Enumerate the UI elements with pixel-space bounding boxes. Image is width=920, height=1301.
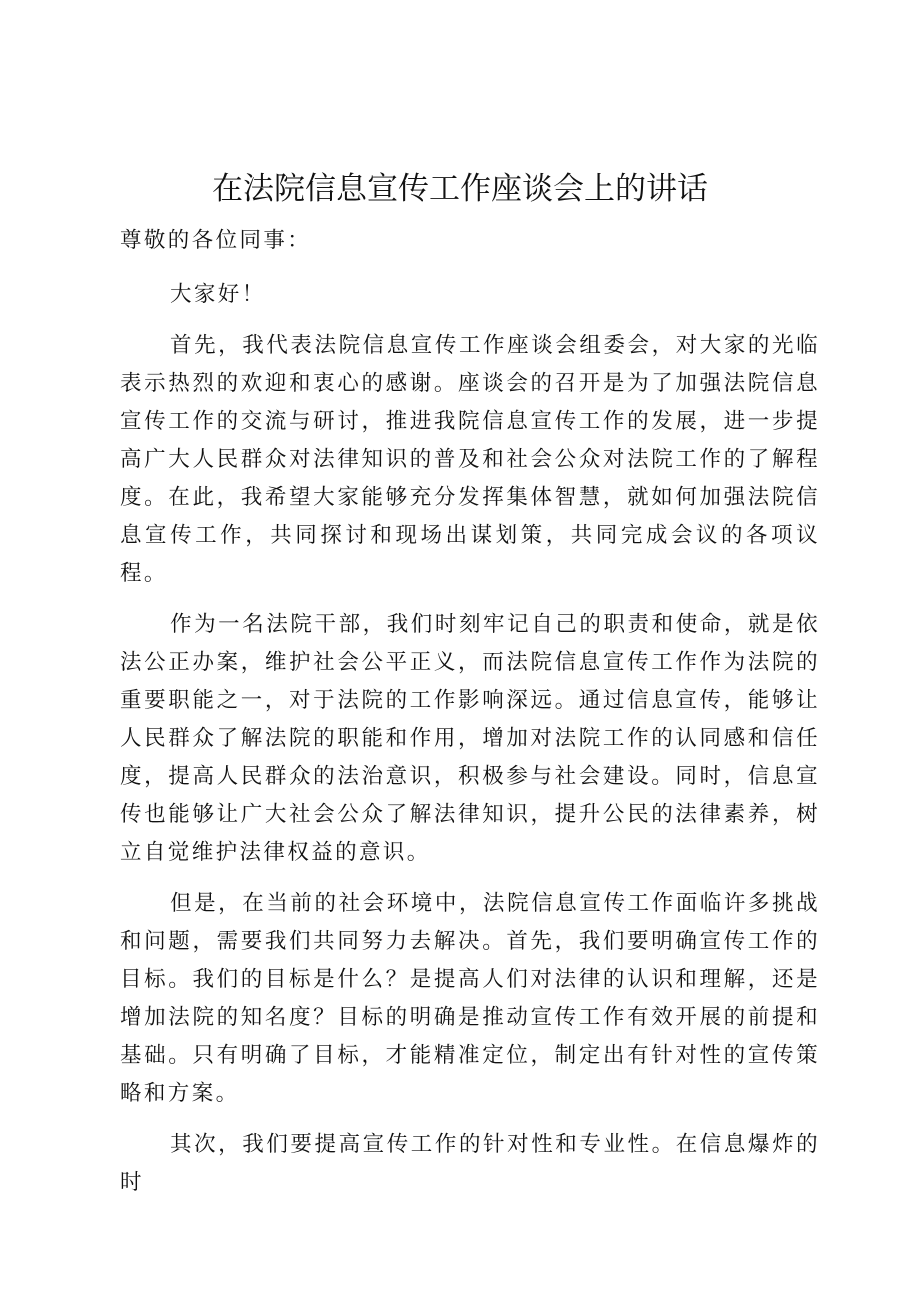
- paragraph-next: 其次，我们要提高宣传工作的针对性和专业性。在信息爆炸的时: [120, 1132, 820, 1195]
- document-title: 在法院信息宣传工作座谈会上的讲话: [212, 171, 708, 207]
- paragraph-opening: 首先，我代表法院信息宣传工作座谈会组委会，对大家的光临表示热烈的欢迎和衷心的感谢。座谈会的召开是为了加强法院信息宣传工作的交流与研讨，推进我院信息宣传工作的发展，进一步提高广大人民群众对法律知识的普及和社会公众对法院工作的了解程度。在此，我希望大家能够充分发挥集体智慧，就如何加强法院信息宣传工作，共同探讨和现场出谋划策，共同完成会议的各项议程。: [120, 333, 820, 586]
- document-body: [120, 222, 820, 1215]
- paragraph-challenges: 但是，在当前的社会环境中，法院信息宣传工作面临许多挑战和问题，需要我们共同努力去解决。首先，我们要明确宣传工作的目标。我们的目标是什么？是提高人们对法律的认识和理解，还是增加法院的知名度？目标的明确是推动宣传工作有效开展的前提和基础。只有明确了目标，才能精准定位，制定出有针对性的宣传策略和方案。: [120, 891, 820, 1106]
- paragraph-greeting: 大家好！: [170, 282, 266, 307]
- paragraph-duty: 作为一名法院干部，我们时刻牢记自己的职责和使命，就是依法公正办案，维护社会公平正义，而法院信息宣传工作作为法院的重要职能之一，对于法院的工作影响深远。通过信息宣传，能够让人民群众了解法院的职能和作用，增加对法院工作的认同感和信任度，提高人民群众的法治意识，积极参与社会建设。同时，信息宣传也能够让广大社会公众了解法律知识，提升公民的法律素养，树立自觉维护法律权益的意识。: [120, 612, 820, 865]
- salutation: 尊敬的各位同事：: [120, 228, 312, 253]
